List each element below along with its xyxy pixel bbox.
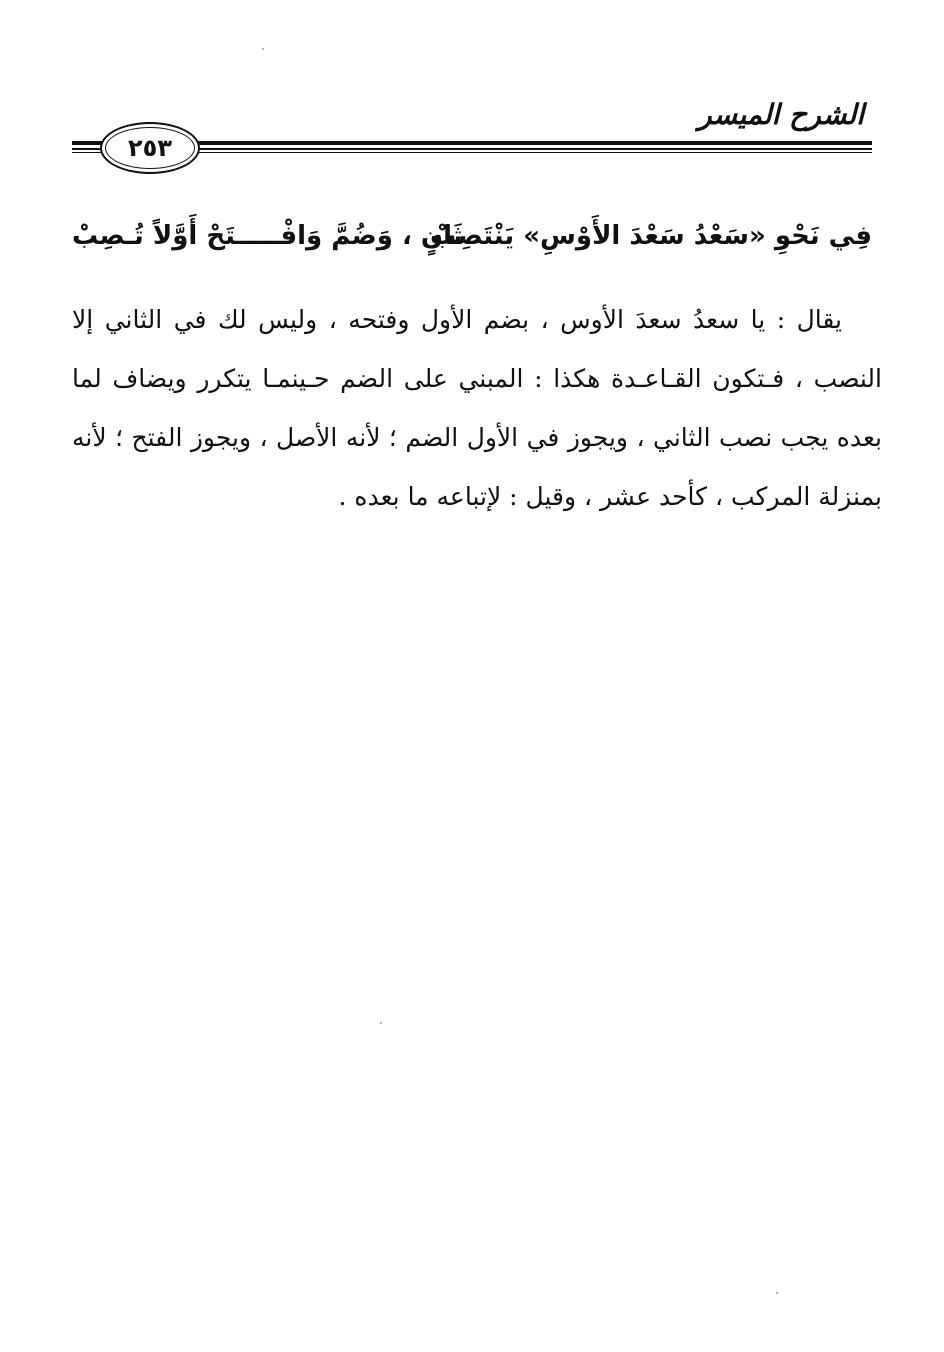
page-number: ٢٥٣ <box>128 134 172 162</box>
scan-speck <box>262 48 264 50</box>
verse-second-hemistich: ثَانٍ ، وَضُمَّ وَافْـــــتَحْ أَوَّلاً تُـصِبْ <box>72 221 463 251</box>
commentary-paragraph: يقال : يا سعدُ سعدَ الأوس ، بضم الأول وفتحه ، وليس لك في الثاني إلا النصب ، فـتكون القـاعـدة هكذا : المبني على الضم حـينمـا يتكرر ويضاف لما بعده يجب نصب الثاني ، ويجوز في الأول الضم ؛ لأنه الأصل ، ويجوز الفتح ؛ لأنه بمنزلة المركب ، كأحد عشر ، وقيل : لإتباعه ما بعده . <box>72 305 882 511</box>
scan-speck <box>776 1292 778 1294</box>
poem-verse <box>72 214 872 258</box>
scan-speck <box>380 1022 382 1024</box>
verse-first-hemistich: فِي نَحْوِ «سَعْدُ سَعْدَ الأَوْسِ» يَنْتَصِبْ <box>430 221 872 251</box>
running-header-title: الشرح الميسر <box>698 98 864 131</box>
page-number-oval <box>105 127 195 169</box>
